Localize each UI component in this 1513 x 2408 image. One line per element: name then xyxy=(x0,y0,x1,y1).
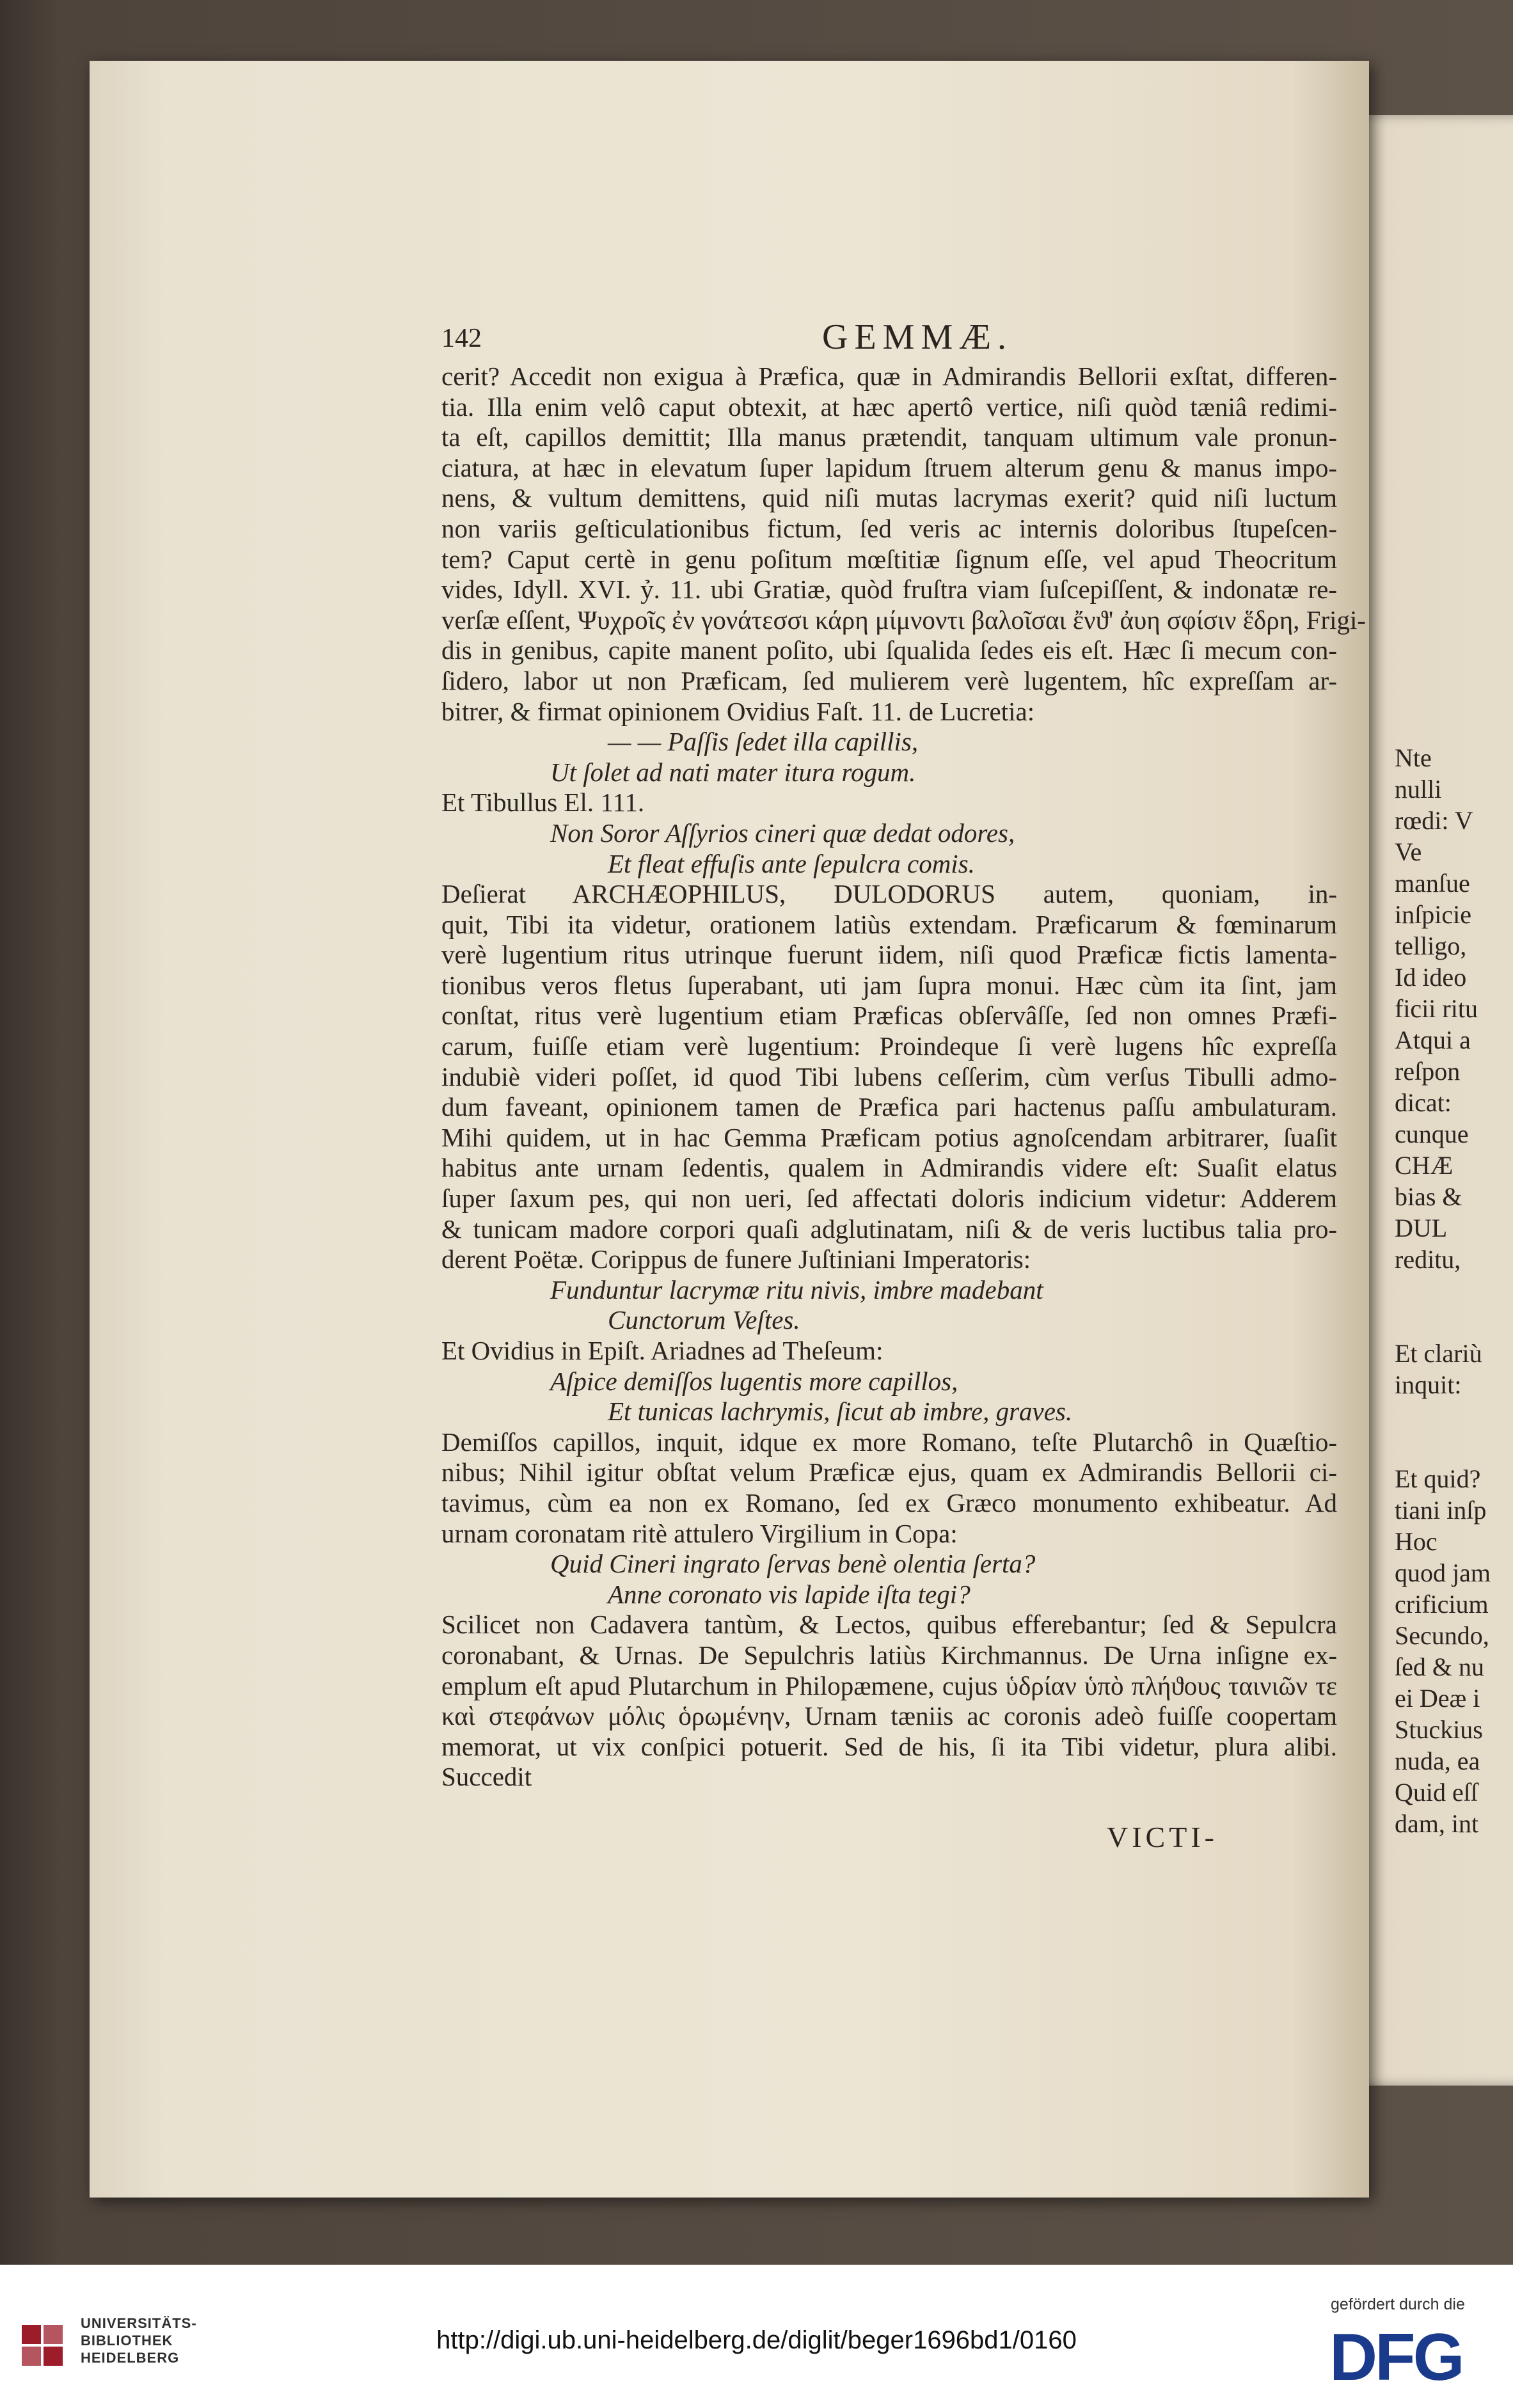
page-number: 142 xyxy=(441,324,482,353)
facing-page-line: ſed & nu xyxy=(1395,1652,1484,1681)
facing-page-line: Nte xyxy=(1395,743,1432,772)
verse-line: Aſpice demiſſos lugentis more capillos, xyxy=(550,1366,958,1396)
verse-line: Et Ovidius in Epiſt. Ariadnes ad Theſeum: xyxy=(441,1336,883,1365)
text-line: indubiè videri poſſet, id quod Tibi lubens ceſſerim, cùm verſus Tibulli admo- xyxy=(441,1061,1337,1091)
text-line: καὶ στεφάνων μόλις ὁρωμένην, Urnam tæniis ac coronis adeò fuiſſe coopertam xyxy=(441,1701,1337,1731)
verse-line: Ut ſolet ad nati mater itura rogum. xyxy=(550,757,916,787)
facing-page-line: manſue xyxy=(1395,869,1470,898)
facing-page-line: Id ideo xyxy=(1395,963,1467,992)
library-name-line: HEIDELBERG xyxy=(81,2350,180,2366)
verse-line: Anne coronato vis lapide iſta tegi? xyxy=(608,1579,970,1609)
text-line: memorat, ut vix conſpici potuerit. Sed de his, ſi ita Tibi videtur, plura alibi. xyxy=(441,1731,1337,1761)
text-line: nibus; Nihil igitur obſtat velum Præficæ ejus, quam ex Admirandis Bellorii ci- xyxy=(441,1457,1337,1487)
facing-page-line xyxy=(1395,1432,1513,1463)
text-line: dum faveant, opinionem tamen de Præfica pari hactenus paſſu ambulaturam. xyxy=(441,1092,1337,1122)
text-line: ta eſt, capillos demittit; Illa manus prætendit, tanquam ultimum vale pronun- xyxy=(441,422,1337,452)
facing-page-line: inquit: xyxy=(1395,1370,1462,1399)
facing-page-line: ficii ritu xyxy=(1395,994,1478,1023)
text-line: tia. Illa enim velô caput obtexit, at hæc apertô vertice, niſi quòd tæniâ redimi- xyxy=(441,392,1337,422)
facing-page-line: Quid eſſ xyxy=(1395,1778,1478,1807)
facing-page-line: Hoc xyxy=(1395,1527,1438,1556)
text-line: carum, fuiſſe etiam verè lugentium: Proindeque ſi verè lugens hîc expreſſa xyxy=(441,1031,1337,1061)
text-line: urnam coronatam ritè attulero Virgilium in Copa: xyxy=(441,1518,958,1548)
text-line: tavimus, cùm ea non ex Romano, ſed ex Græco monumento exhibeatur. Ad xyxy=(441,1487,1337,1517)
text-line: verè lugentium ritus utrinque fuerunt iidem, niſi quod Præficæ fictis lamenta- xyxy=(441,940,1337,970)
text-line: nens, & vultum demittens, quid niſi mutas lacrymas exerit? quid niſi luctum xyxy=(441,483,1337,513)
facing-page-line xyxy=(1395,1306,1513,1338)
facing-page-line: reditu, xyxy=(1395,1245,1461,1274)
verse-line: Quid Cineri ingrato ſervas benè olentia ſerta? xyxy=(550,1549,1036,1579)
text-line: tem? Caput certè in genu poſitum mœſtitiæ ſignum eſſe, vel apud Theocritum xyxy=(441,544,1337,574)
text-line: Scilicet non Cadavera tantùm, & Lectos, quibus efferebantur; ſed & Sepulcra xyxy=(441,1610,1337,1640)
facing-page-line: cunque xyxy=(1395,1120,1469,1148)
verse-line: Et fleat effuſis ante ſepulcra comis. xyxy=(608,848,975,878)
facing-page-line: dicat: xyxy=(1395,1088,1452,1117)
text-line: habitus ante urnam ſedentis, qualem in Admirandis videre eſt: Suaſit elatus xyxy=(441,1153,1337,1183)
text-line: ſuper ſaxum pes, qui non ueri, ſed affectati doloris indicium videtur: Adderem xyxy=(441,1184,1337,1214)
text-line: tionibus veros fletus ſuperabant, uti jam ſupra monui. Hæc cùm ita ſint, jam xyxy=(441,970,1337,1000)
running-head xyxy=(441,317,1337,361)
catchword: VICTI- xyxy=(1107,1821,1218,1853)
text-line: derent Poëtæ. Corippus de funere Juſtiniani Imperatoris: xyxy=(441,1244,1031,1274)
facing-page-line: Stuckius xyxy=(1395,1715,1483,1744)
verse-line: Et tunicas lachrymis, ſicut ab imbre, graves. xyxy=(608,1397,1073,1427)
verse-line: Funduntur lacrymæ ritu nivis, imbre madebant xyxy=(550,1274,1043,1304)
facing-page-line xyxy=(1395,1400,1513,1432)
facing-page-line: bias & xyxy=(1395,1182,1462,1211)
facing-page-line: Ve xyxy=(1395,837,1422,866)
verse-line: Et Tibullus El. 111. xyxy=(441,788,645,818)
text-line: non variis geſticulationibus fictum, ſed veris ac internis doloribus ſtupeſcen- xyxy=(441,513,1337,543)
facing-page-text xyxy=(1395,742,1513,1839)
viewer-footer xyxy=(0,2265,1513,2408)
facing-page xyxy=(1356,115,1513,2086)
text-line: Deſierat ARCHÆOPHILUS, DULODORUS autem, quoniam, in- xyxy=(441,879,1337,909)
facing-page-line xyxy=(1395,1275,1513,1306)
text-line: & tunicam madore corpori quaſi adglutinatam, niſi & de veris luctibus talia pro- xyxy=(441,1214,1337,1244)
text-line: ciatura, at hæc in elevatum ſuper lapidum ſtruem alterum genu & manus impo- xyxy=(441,452,1337,482)
page-url-link[interactable]: http://digi.ub.uni-heidelberg.de/diglit/beger1696bd1/0160 xyxy=(436,2326,1077,2354)
text-line: Succedit xyxy=(441,1762,532,1792)
facing-page-line: dam, int xyxy=(1395,1809,1479,1838)
text-line: verſæ eſſent, Ψυχροῖς ἐν γονάτεσσι κάρη μίμνοντι βαλοῖσαι ἔνϑ' ἀυη σφίσιν ἕδρη, Frigi- xyxy=(441,605,1366,635)
running-title: GEMMÆ. xyxy=(822,317,1013,357)
facing-page-line: Et quid? xyxy=(1395,1464,1481,1493)
text-line: conſtat, ritus verè lugentium etiam Præficas obſervâſſe, ſed non omnes Præfi- xyxy=(441,1001,1337,1031)
text-line: dis in genibus, capite manent poſito, ubi ſqualida ſedes eis eſt. Hæc ſi mecum con- xyxy=(441,635,1337,665)
text-line: Demiſſos capillos, inquit, idque ex more Romano, teſte Plutarchô in Quæſtio- xyxy=(441,1427,1337,1457)
facing-page-line: inſpicie xyxy=(1395,900,1471,929)
book-page xyxy=(90,61,1369,2198)
facing-page-line: reſpon xyxy=(1395,1057,1461,1086)
facing-page-line: Secundo, xyxy=(1395,1621,1489,1650)
facing-page-line: rœdi: V xyxy=(1395,806,1473,835)
facing-page-line: tiani inſp xyxy=(1395,1496,1487,1525)
facing-page-line: CHÆ xyxy=(1395,1151,1454,1180)
text-line: emplum eſt apud Plutarchum in Philopæmene, cujus ὑδρίαν ὑπὸ πλήϑους ταινιῶν τε xyxy=(441,1670,1337,1700)
facing-page-line: Atqui a xyxy=(1395,1026,1471,1054)
facing-page-line: ei Deæ i xyxy=(1395,1684,1480,1713)
dfg-logo xyxy=(1329,2324,1477,2388)
verse-line: Cunctorum Veſtes. xyxy=(608,1305,800,1335)
funding-caption: gefördert durch die xyxy=(1331,2295,1465,2313)
verse-line: Non Soror Aſſyrios cineri quæ dedat odores, xyxy=(550,818,1015,848)
facing-page-line: Et clariù xyxy=(1395,1339,1482,1368)
facing-page-line: nulli xyxy=(1395,775,1442,804)
library-name-line: UNIVERSITÄTS- xyxy=(81,2315,197,2331)
facing-page-line: telligo, xyxy=(1395,931,1467,960)
verse-line: — — Paſſis ſedet illa capillis, xyxy=(608,727,919,757)
body-text xyxy=(441,361,1366,1793)
library-name-line: BIBLIOTHEK xyxy=(81,2333,173,2349)
text-line: bitrer, & firmat opinionem Ovidius Faſt. 11. de Lucretia: xyxy=(441,696,1035,726)
facing-page-line: quod jam xyxy=(1395,1558,1491,1587)
svg-text:DFG: DFG xyxy=(1329,2324,1462,2388)
text-line: ſidero, labor ut non Præficam, ſed mulierem verè lugentem, hîc expreſſam ar- xyxy=(441,665,1337,695)
text-line: vides, Idyll. XVI. ỷ. 11. ubi Gratiæ, quòd fruſtra viam ſuſcepiſſent, & indonatæ re- xyxy=(441,574,1337,605)
facing-page-line: nuda, ea xyxy=(1395,1747,1480,1775)
text-line: Mihi quidem, ut in hac Gemma Præficam potius agnoſcendam arbitrarer, ſuaſit xyxy=(441,1122,1337,1152)
facing-page-line: crificium xyxy=(1395,1590,1489,1619)
text-line: cerit? Accedit non exigua à Præfica, quæ in Admirandis Bellorii exſtat, differen- xyxy=(441,361,1337,391)
text-line: coronabant, & Urnas. De Sepulchris latiùs Kirchmannus. De Urna inſigne ex- xyxy=(441,1640,1337,1670)
text-line: quit, Tibi ita videtur, orationem latiùs extendam. Præficarum & fœminarum xyxy=(441,909,1337,939)
facing-page-line: DUL xyxy=(1395,1214,1448,1242)
